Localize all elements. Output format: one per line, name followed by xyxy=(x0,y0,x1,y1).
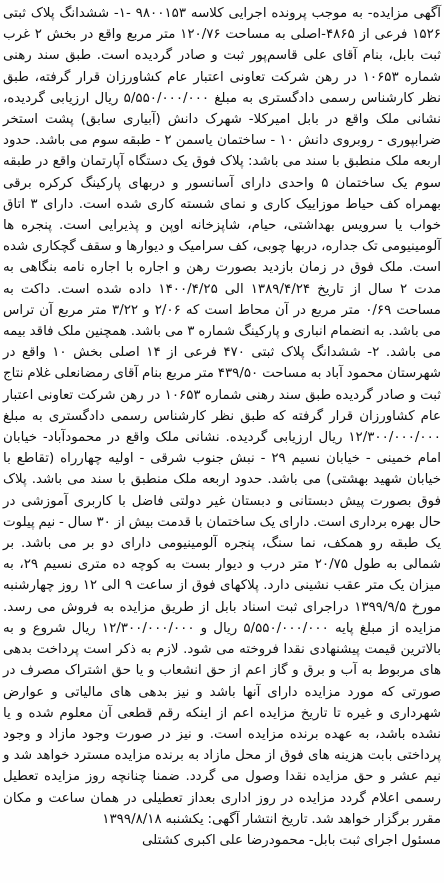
notice-body: آگهی مزایده- به موجب پرونده اجرایی کلاسه ۹۸۰۰۱۵۳ -۱- ششدانگ پلاک ثبتی ۱۵۲۶ فرعی از ۴۸۶۵-اصلی به مساحت ۱۲۰/۷۶ متر مربع واقع در بخش ۲ غرب ثبت بابل، بنام آقای علی قاسم‌پور ثبت و صادر گردیده است. طبق سند رهنی شماره ۱۰۶۵۳ در رهن شرکت تعاونی اعتبار عام کشاورزان قرار گرفته، طبق نظر کارشناس رسمی دادگستری به مبلغ ۵/۵۵۰/۰۰۰/۰۰۰ ریال ارزیابی گردیده، نشانی ملک واقع در بابل امیرکلا- شهرک دانش (آبیاری سابق) پشت استخر ضرابپوری - روبروی دانش ۱۰ - ساختمان یاسمن ۲ - طبقه سوم می باشد. حدود اربعه ملک منطبق با سند می باشد: پلاک فوق یک دستگاه آپارتمان واقع در طبقه سوم یک ساختمان ۵ واحدی دارای آسانسور و دربهای پارکینگ کرکره برقی بهمراه کف حیاط موزاییک کاری و نمای شسته کاری شده است. دارای ۳ اتاق خواب یا سرویس بهداشتی، حیام، شاپزخانه اوپن و پذیرایی است. پنجره ها آلومینیومی تک جداره، دربها چوبی، کف سرامیک و دیوارها و سقف گچکاری شده است. ملک فوق در زمان بازدید بصورت رهن و اجاره با اجاره نامه بنگاهی به مدت ۲ سال از تاریخ ۱۳۸۹/۴/۲۴ الی ۱۴۰۰/۴/۲۵ داده شده است. داکت به مساحت ۰/۶۹ متر مربع در آن محاط است که ۲/۰۶ و ۳/۲۲ متر مربع آن تراس می باشد. به انضمام انباری و پارکینگ شماره ۳ می باشد. همچنین ملک فاقد بیمه می باشد. ۲- ششدانگ پلاک ثبتی ۴۷۰ فرعی از ۱۴ اصلی بخش ۱۰ واقع در شهرستان محمود آباد به مساحت ۴۳۹/۵۰ متر مربع بنام آقای رمضانعلی غلام نتاج ثبت و صادر گردیده طبق سند رهنی شماره ۱۰۶۵۳ در رهن شرکت تعاونی اعتبار عام کشاورزان قرار گرفته که طبق نظر کارشناس رسمی دادگستری به مبلغ ۱۲/۳۰۰/۰۰۰/۰۰۰ ریال ارزیابی گردیده. نشانی ملک واقع در محمودآباد- خیابان امام خمینی - خیابان نسیم ۲۹ - نبش جنوب شرقی - اولیه چهارراه (تقاطع با خیابان شهید بهشتی) می باشد. حدود اربعه ملک منطبق با سند می باشد. پلاک فوق بصورت پیش دبستانی و دبستان غیر دولتی فاضل با کاربری آموزشی در حال بهره برداری است. دارای یک ساختمان با قدمت بیش از ۳۰ سال - نیم پیلوت یک طبقه رو همکف، نما سنگ، پنجره آلومینیومی دارای دو بر می باشد. بر شمالی به طول ۲۰/۷۵ متر درب و دیوار بست به کوچه ده متری نسیم ۲۹، به میزان یک متر عقب نشینی دارد. پلاکهای فوق از ساعت ۹ الی ۱۲ روز چهارشنبه مورخ ۱۳۹۹/۹/۵ دراجرای ثبت اسناد بابل از طریق مزایده به فروش می رسد. مزایده از مبلغ پایه ۵/۵۵۰/۰۰۰/۰۰۰ ریال و ۱۲/۳۰۰/۰۰۰/۰۰۰ ریال شروع و به بالاترین قیمت پیشنهادی نقدا فروخته می شود. لازم به ذکر است پرداخت بدهی های مربوط به آب و برق و گاز اعم از حق انشعاب و یا حق اشتراک مصرف در صورتی که مورد مزایده دارای آنها باشد و نیز بدهی های مالیاتی و عوارض شهرداری و غیره تا تاریخ مزایده اعم از اینکه رقم قطعی آن معلوم شده و یا نشده باشد، به عهده برنده مزایده است. و نیز در صورت وجود مازاد و وجود پرداختی بابت هزینه های فوق از محل مازاد به برنده مزایده مسترد خواهد شد و نیم عشر و حق مزایده نقدا وصول می گردد. ضمنا چنانچه روز مزایده تعطیل رسمی اعلام گردد مزایده در روز اداری بعداز تعطیلی در همان ساعت و مکان مقرر برگزار خواهد شد. تاریخ انتشار آگهی: یکشنبه ۱۳۹۹/۸/۱۸ مسئول اجرای ثبت بابل- محمودرضا علی اکبری کشتلی xyxy=(3,6,442,848)
